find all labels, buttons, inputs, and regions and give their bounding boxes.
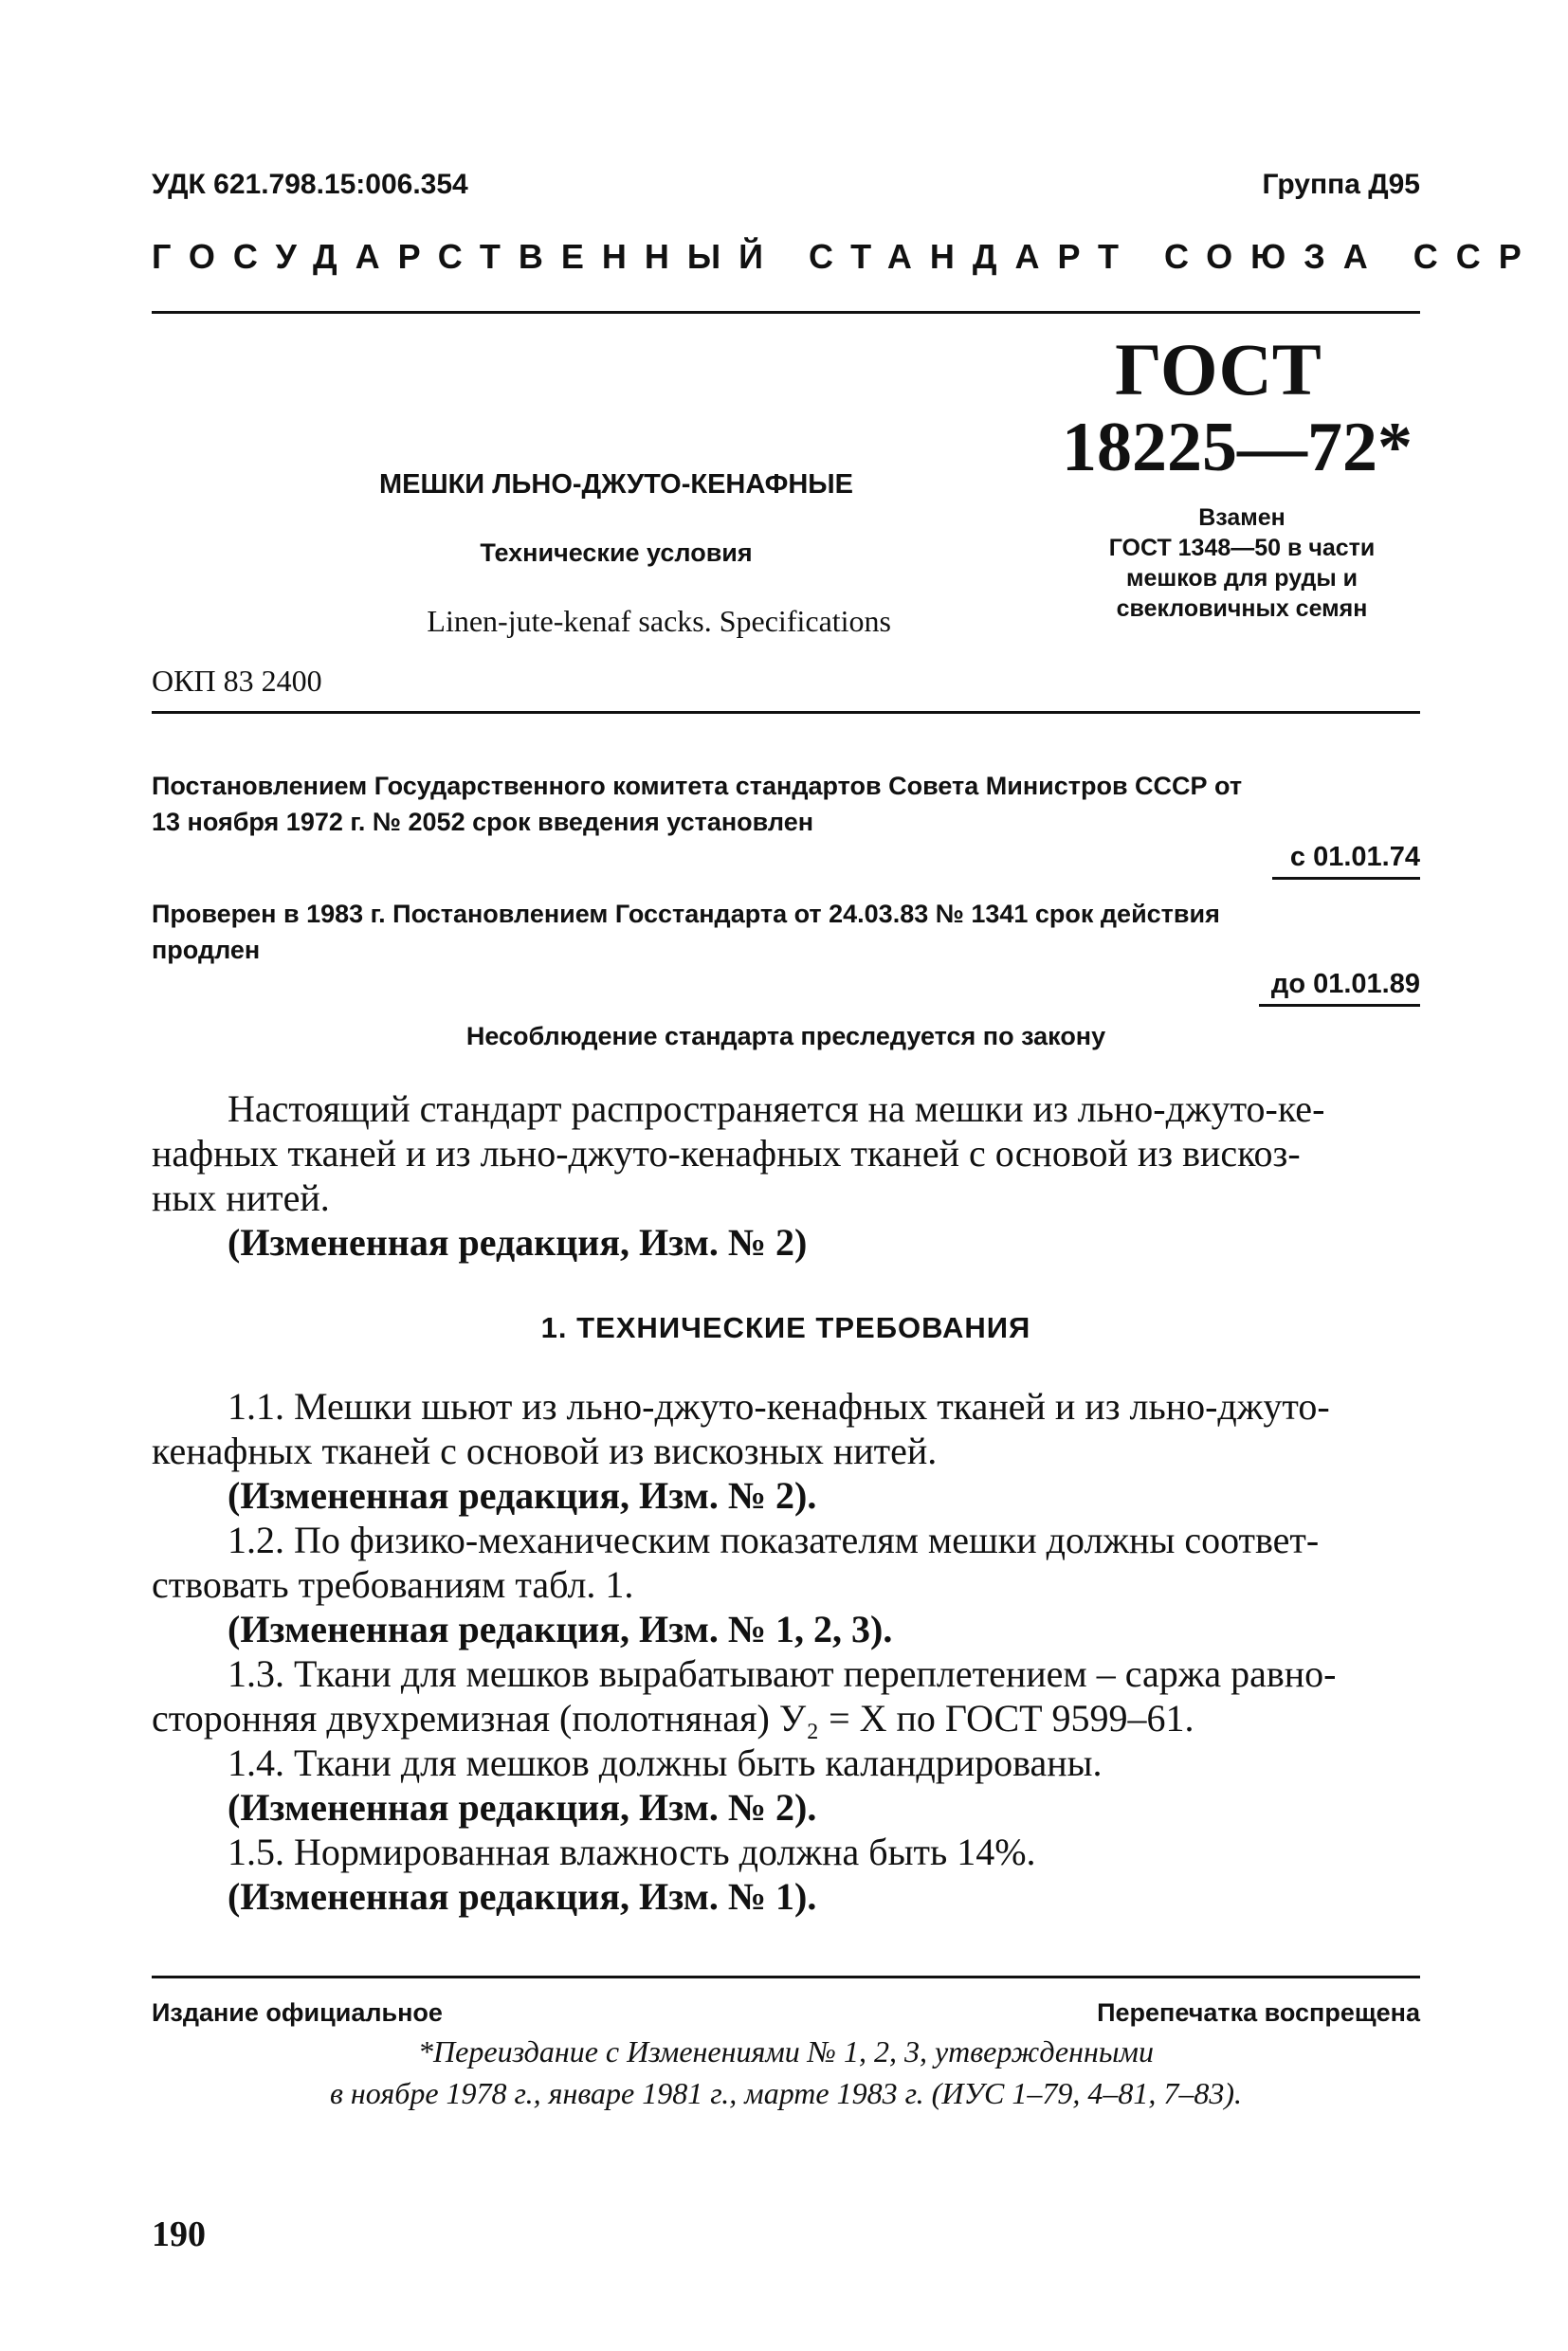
- clause-amendment: (Измененная редакция, Изм. № 2).: [228, 1786, 817, 1829]
- clause-amendment: (Измененная редакция, Изм. № 1, 2, 3).: [228, 1608, 893, 1650]
- title-bottom-rule: [152, 711, 1420, 714]
- reissue-line: *Переиздание с Изменениями № 1, 2, 3, утвержденными: [418, 2034, 1154, 2069]
- introduction-date: с 01.01.74: [1289, 842, 1420, 872]
- check-line: продлен: [152, 936, 261, 964]
- replaces-line: ГОСТ 1348—50 в части: [1108, 535, 1376, 561]
- legal-warning: Несоблюдение стандарта преследуется по закону: [465, 1022, 1106, 1050]
- reissue-line: в ноябре 1978 г., январе 1981 г., марте 1983 г. (ИУС 1–79, 4–81, 7–83).: [330, 2076, 1242, 2110]
- clause-amendment: (Измененная редакция, Изм. № 2).: [228, 1474, 817, 1517]
- reissue-note: [152, 2031, 1420, 2114]
- replaces-line: свекловичных семян: [1116, 595, 1368, 622]
- intro-line: нафных тканей и из льно-джуто-кенафных тканей с основой из вискоз-: [152, 1132, 1301, 1175]
- extension-date: до 01.01.89: [1270, 969, 1420, 999]
- clause-line: 1.2. По физико-механическим показателям мешки должны соответ-: [228, 1519, 1320, 1561]
- replaces-line: мешков для руды и: [1125, 565, 1358, 592]
- clause-line: сторонняя двухремизная (полотняная) У₂ = Х по ГОСТ 9599–61.: [152, 1697, 1194, 1740]
- gost-number: 18225—72*: [1062, 409, 1413, 486]
- decree-line: Постановлением Государственного комитета стандартов Совета Министров СССР от: [152, 772, 1243, 800]
- udk-code: УДК 621.798.15:006.354: [152, 169, 468, 200]
- official-edition-label: Издание официальное: [152, 1998, 443, 2027]
- document-subtitle: Технические условия: [480, 538, 753, 567]
- section-heading: 1. ТЕХНИЧЕСКИЕ ТРЕБОВАНИЯ: [540, 1311, 1031, 1344]
- top-rule: [152, 311, 1420, 314]
- intro-amendment: (Измененная редакция, Изм. № 2): [228, 1221, 808, 1264]
- decree-text: [152, 768, 1420, 840]
- introduction-date-underline: [1272, 877, 1420, 880]
- decree-line: 13 ноября 1972 г. № 2052 срок введения установлен: [152, 808, 814, 836]
- standard-body-heading: ГОСУДАРСТВЕННЫЙ СТАНДАРТ СОЮЗА ССР: [152, 237, 1540, 276]
- replaces-block: [1052, 502, 1431, 624]
- footer-rule: [152, 1976, 1420, 1978]
- clause-line: 1.5. Нормированная влажность должна быть 14%.: [228, 1831, 1036, 1873]
- group-code: Группа Д95: [1262, 169, 1420, 200]
- okp-code: ОКП 83 2400: [152, 664, 322, 698]
- clause-line: 1.1. Мешки шьют из льно-джуто-кенафных тканей и из льно-джуто-: [228, 1385, 1330, 1428]
- clause-line: 1.3. Ткани для мешков вырабатывают переплетением – саржа равно-: [228, 1652, 1337, 1695]
- extension-date-underline: [1259, 1004, 1420, 1007]
- document-title: МЕШКИ ЛЬНО-ДЖУТО-КЕНАФНЫЕ: [378, 469, 854, 500]
- check-line: Проверен в 1983 г. Постановлением Госстандарта от 24.03.83 № 1341 срок действия: [152, 900, 1220, 928]
- clause-line: ствовать требованиям табл. 1.: [152, 1563, 634, 1606]
- gost-word: ГОСТ: [1115, 328, 1322, 410]
- intro-line: ных нитей.: [152, 1176, 330, 1219]
- english-title: Linen-jute-kenaf sacks. Specifications: [427, 604, 891, 638]
- page-number: 190: [152, 2214, 206, 2254]
- clause-amendment: (Измененная редакция, Изм. № 1).: [228, 1875, 817, 1918]
- reprint-forbidden-label: Перепечатка воспрещена: [1097, 1998, 1420, 2027]
- intro-line: Настоящий стандарт распространяется на мешки из льно-джуто-ке-: [228, 1087, 1325, 1130]
- replaces-line: Взамен: [1198, 504, 1285, 531]
- check-text: [152, 896, 1420, 968]
- clause-line: кенафных тканей с основой из вискозных нитей.: [152, 1430, 938, 1472]
- clause-line: 1.4. Ткани для мешков должны быть каландрированы.: [228, 1741, 1103, 1784]
